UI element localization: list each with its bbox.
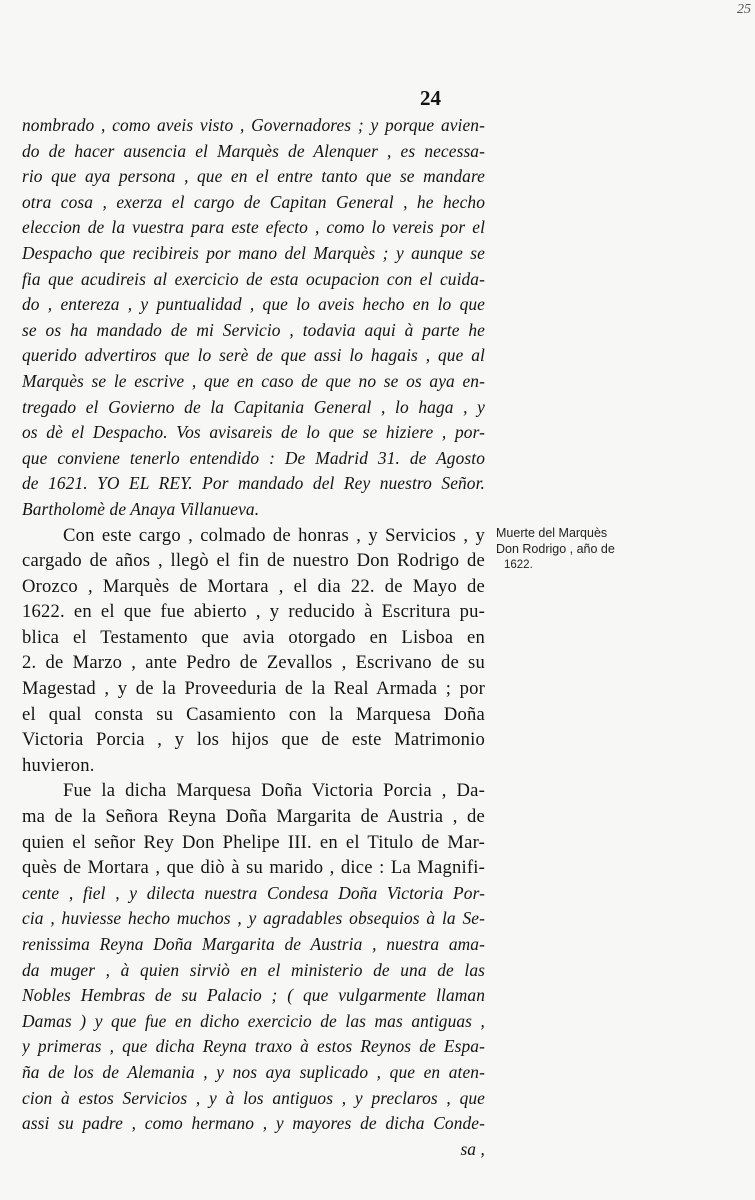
text-line: do de hacer ausencia el Marquès de Alenquer , es necessa- xyxy=(22,140,485,161)
margin-note-line: Muerte del Marquès xyxy=(496,526,608,540)
text-line: Marquès se le escrive , que en caso de que no se os aya en- xyxy=(22,370,485,391)
text-line: el qual consta su Casamiento con la Marquesa Doña xyxy=(22,703,485,725)
text-line: sa , xyxy=(460,1138,485,1159)
text-line: se os ha mandado de mi Servicio , todavia aqui à parte he xyxy=(22,319,485,340)
body-text xyxy=(22,113,485,1162)
text-line: quès de Mortara , que diò à su marido , dice : La Magnifi- xyxy=(22,857,485,879)
text-line: otra cosa , exerza el cargo de Capitan General , he hecho xyxy=(22,191,485,212)
text-line: Despacho que recibireis por mano del Marquès ; y aunque se xyxy=(22,242,485,263)
text-line: os dè el Despacho. Vos avisareis de lo que se hiziere , por- xyxy=(22,422,485,443)
page-number: 24 xyxy=(420,86,441,110)
text-line: Bartholomè de Anaya Villanueva. xyxy=(22,498,260,519)
text-line: ma de la Señora Reyna Doña Margarita de Austria , de xyxy=(22,806,485,828)
text-line: Con este cargo , colmado de honras , y Servicios , y xyxy=(63,524,485,546)
text-line: nombrado , como aveis visto , Governadores ; y porque avien- xyxy=(22,115,485,135)
margin-note-line: 1622. xyxy=(504,559,533,571)
text-line: tregado el Govierno de la Capitania General , lo haga , y xyxy=(22,396,485,417)
text-line: Orozco , Marquès de Mortara , el dia 22. de Mayo de xyxy=(22,575,485,597)
text-line: ña de los de Alemania , y nos aya suplicado , que en aten- xyxy=(22,1061,485,1082)
text-line: assi su padre , como hermano , y mayores de dicha Conde- xyxy=(22,1113,485,1134)
text-line: de 1621. YO EL REY. Por mandado del Rey nuestro Señor. xyxy=(22,473,485,494)
text-line: querido advertiros que lo serè de que assi lo hagais , que al xyxy=(22,345,485,366)
text-line: fia que acudireis al exercicio de esta ocupacion con el cuida- xyxy=(22,268,485,289)
text-line: huvieron. xyxy=(22,754,95,776)
text-line: renissima Reyna Doña Margarita de Austria , nuestra ama- xyxy=(22,934,485,954)
text-line: Magestad , y de la Proveeduria de la Real Armada ; por xyxy=(22,678,485,700)
text-line: Damas ) y que fue en dicho exercicio de las mas antiguas , xyxy=(22,1010,485,1031)
text-line: que conviene tenerlo entendido : De Madrid 31. de Agosto xyxy=(22,447,485,468)
text-line: Victoria Porcia , y los hijos que de este Matrimonio xyxy=(22,729,485,751)
text-line: cion à estos Servicios , y à los antiguos , y preclaros , que xyxy=(22,1087,485,1108)
text-line: Nobles Hembras de su Palacio ; ( que vulgarmente llaman xyxy=(22,985,485,1006)
text-line: cia , huviesse hecho muchos , y agradables obsequios à la Se- xyxy=(22,908,485,929)
text-line: da muger , à quien sirviò en el ministerio de una de las xyxy=(22,959,485,980)
margin-note-line: Don Rodrigo , año de xyxy=(496,542,615,556)
text-line: do , entereza , y puntualidad , que lo aveis hecho en lo que xyxy=(22,294,485,315)
text-line: eleccion de la vuestra para este efecto , como lo vereis por el xyxy=(22,217,485,238)
text-line: 2. de Marzo , ante Pedro de Zevallos , Escrivano de su xyxy=(22,652,485,674)
corner-folio-mark: 25 xyxy=(737,2,751,17)
text-line: y primeras , que dicha Reyna traxo à estos Reynos de Espa- xyxy=(22,1036,485,1057)
text-line: quien el señor Rey Don Phelipe III. en el Titulo de Mar- xyxy=(22,831,485,853)
text-line: cargado de años , llegò el fin de nuestro Don Rodrigo de xyxy=(22,550,485,572)
text-line: blica el Testamento que avia otorgado en Lisboa en xyxy=(22,626,485,648)
margin-note xyxy=(496,525,751,573)
text-line: Fue la dicha Marquesa Doña Victoria Porcia , Da- xyxy=(63,780,485,802)
text-line: rio que aya persona , que en el entre tanto que se mandare xyxy=(22,166,485,187)
text-line: cente , fiel , y dilecta nuestra Condesa Doña Victoria Por- xyxy=(22,882,485,903)
text-line: 1622. en el que fue abierto , y reducido à Escritura pu- xyxy=(22,601,485,623)
